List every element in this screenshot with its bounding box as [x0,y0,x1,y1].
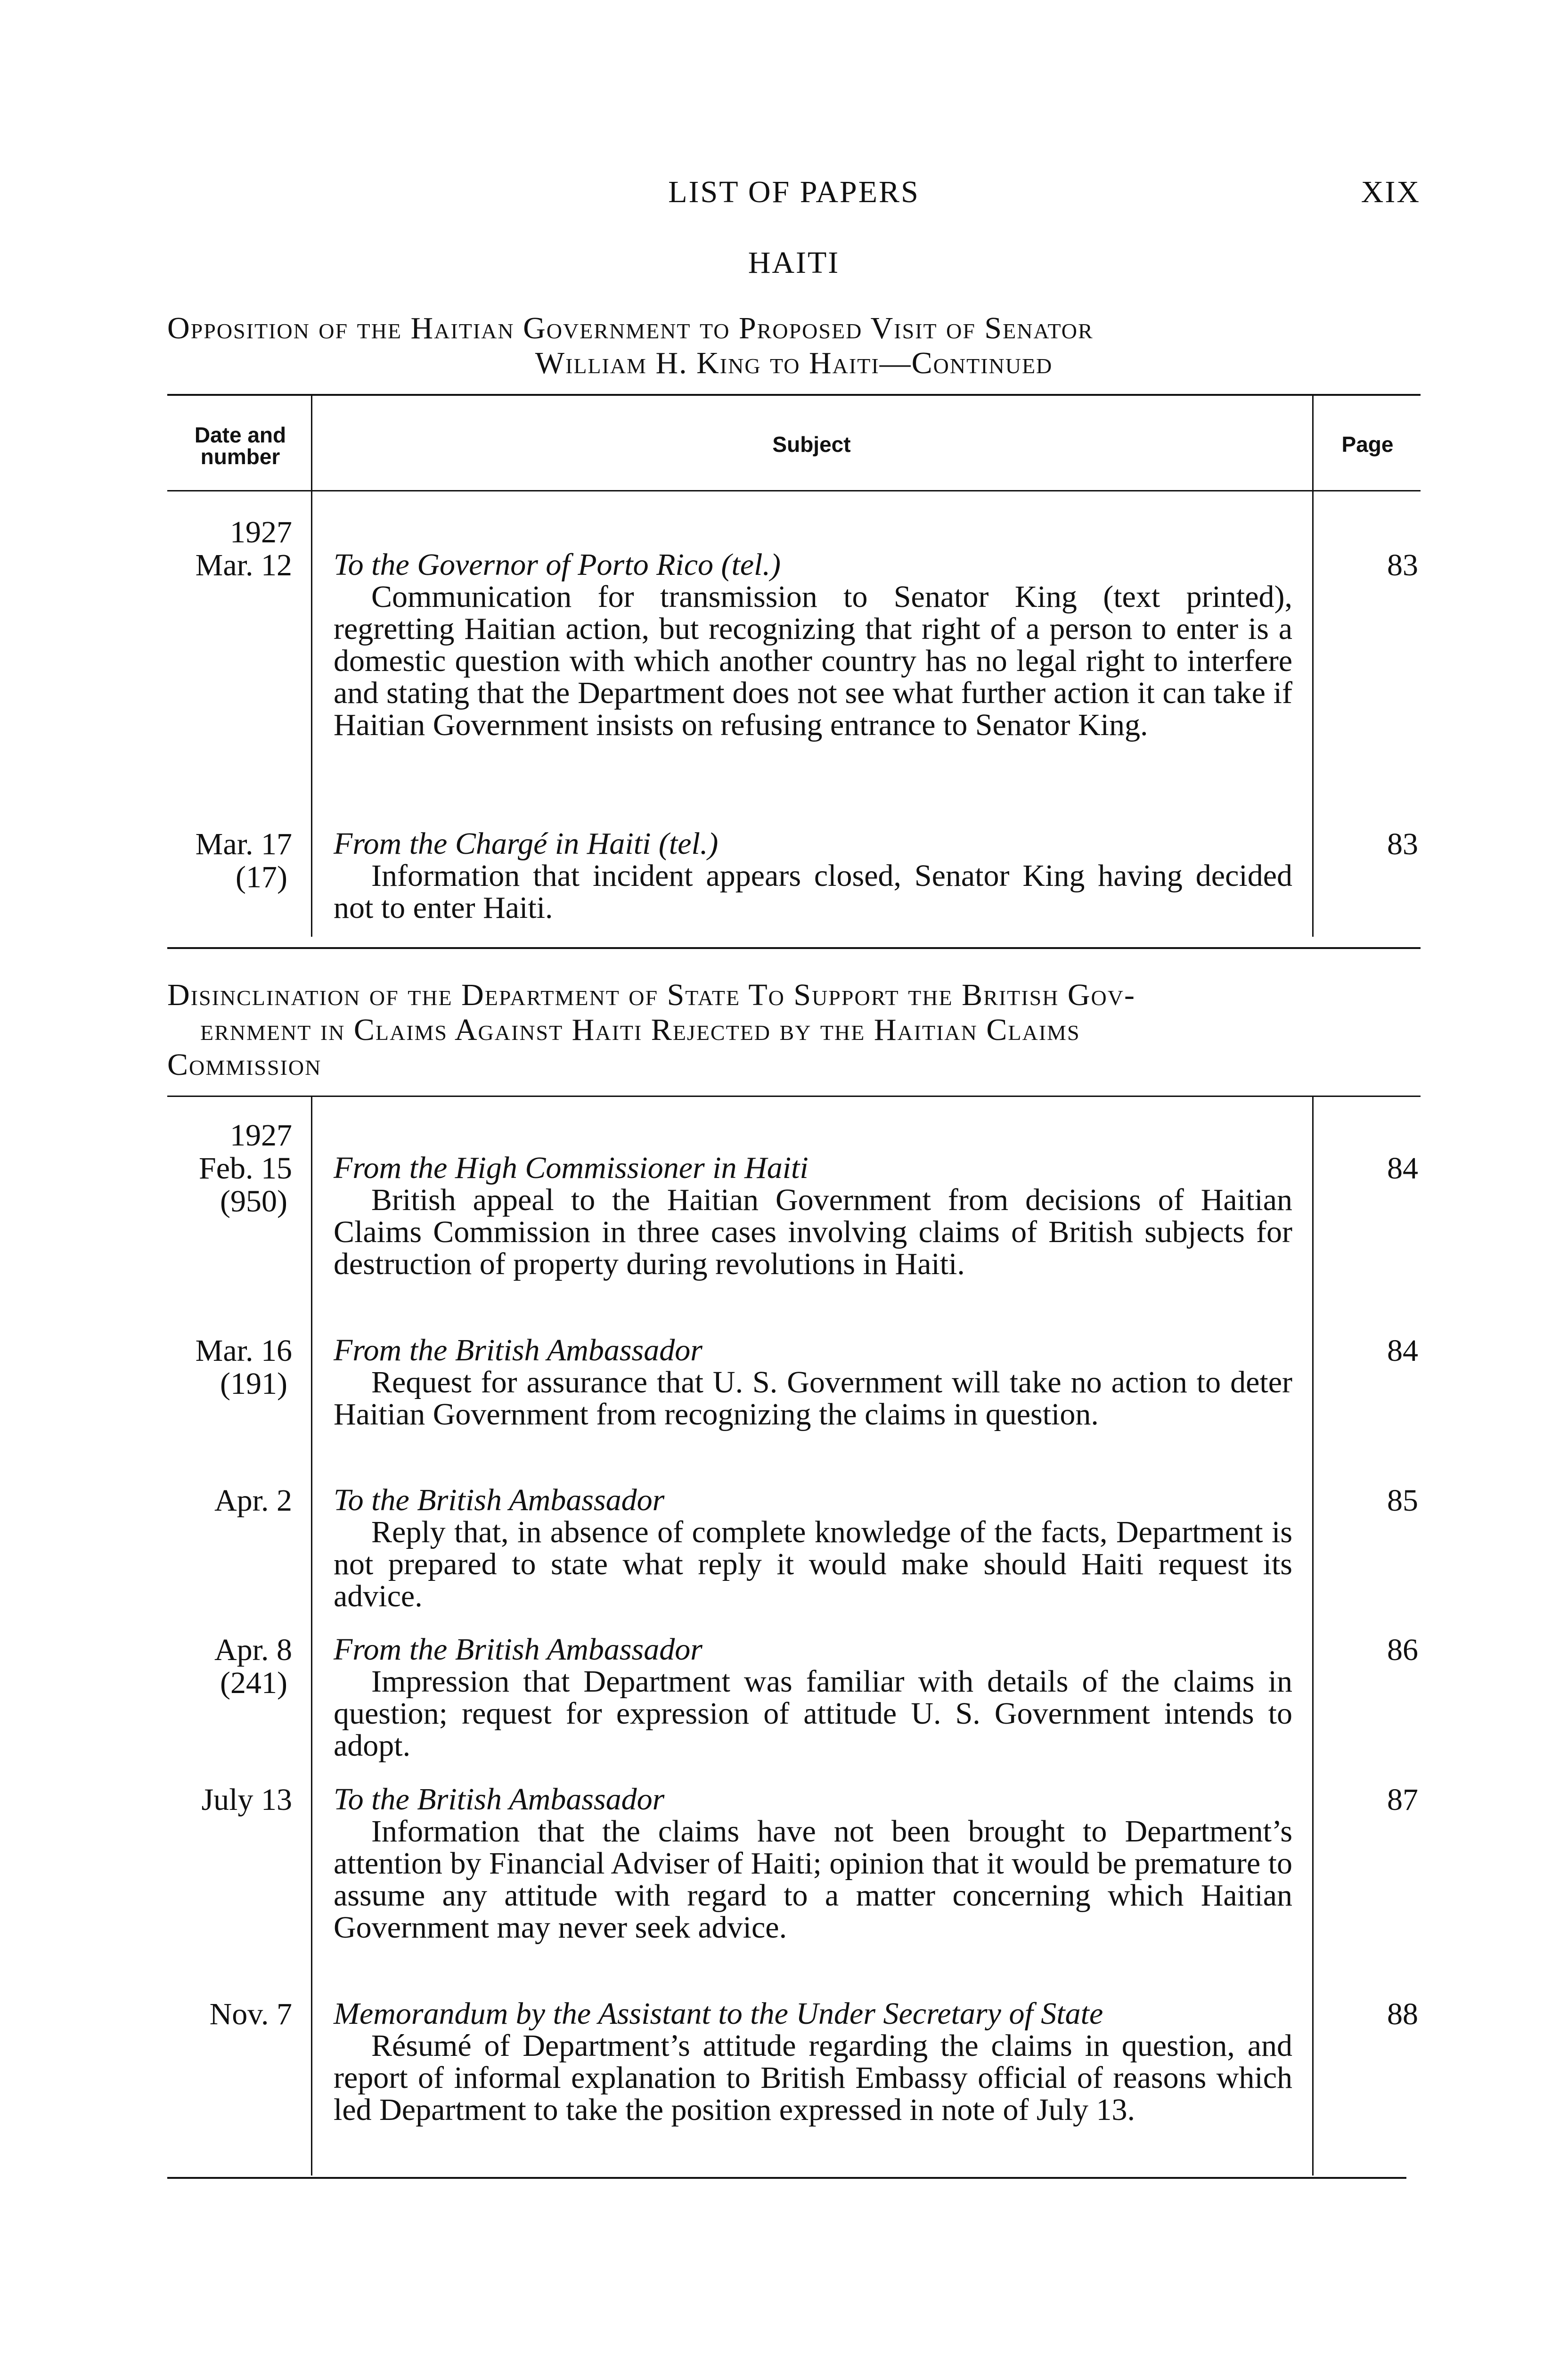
entry-from: To the Governor of Porto Rico (tel.) [334,548,781,582]
entry-number: (191) [220,1366,287,1401]
entry-description: Request for assurance that U. S. Government will take no action to deter Haitian Government from recognizing the claims in question. [334,1365,1292,1432]
entry-date-value: Mar. 16 [195,1333,292,1368]
entry-description: Communication for transmission to Senator King (text printed), regretting Haitian action, but recognizing that right of a person to enter is a domestic question with which another country has no legal right to interfere and stating that the Department does not see what further action it can take if Haitian Government insists on refusing entrance to Senator King. [334,580,1292,742]
entry-subject [334,549,1292,741]
entry-description: Résumé of Department’s attitude regarding the claims in question, and report of informal explanation to British Embassy official of reasons which led Department to take the position expressed in note of July 13. [334,2029,1292,2127]
entry-page: 84 [1387,1333,1418,1368]
section-heading-2-line-3: Commission [167,1047,322,1082]
entry-from: From the Chargé in Haiti (tel.) [334,826,719,861]
table-1-top-rule [167,394,1421,396]
entry-year: 1927 [230,1118,292,1153]
entry-subject [334,1152,1292,1280]
entry-date [160,1998,292,2031]
entry-date-value: Apr. 8 [214,1633,292,1667]
entry-subject [334,828,1292,924]
section-heading-2-line-2: ernment in Claims Against Haiti Rejected by the Haitian Claims [200,1013,1080,1047]
entry-from: Memorandum by the Assistant to the Under Secretary of State [334,1996,1103,2031]
entry-page: 85 [1387,1483,1418,1518]
section-heading-1 [167,311,1421,381]
entry-from: To the British Ambassador [334,1782,665,1816]
entry-date-value: Apr. 2 [214,1483,292,1518]
column-header-date-number: Date and number [194,423,286,469]
column-header-subject: Subject [772,432,851,457]
entry-date [160,1634,292,1700]
table-1-header-rule [167,490,1421,491]
column-header-page: Page [1341,432,1394,457]
entry-description: British appeal to the Haitian Government from decisions of Haitian Claims Commission in three cases involving claims of British subjects for destruction of property during revolutions in Haiti. [334,1183,1292,1281]
page-number: XIX [1361,175,1421,209]
entry-date-value: Nov. 7 [209,1997,292,2031]
entry-date-value: Mar. 17 [195,827,292,861]
entry-date [160,1334,292,1400]
entry-date [160,516,292,582]
entry-from: From the High Commissioner in Haiti [334,1151,808,1185]
section-heading-2 [167,978,1421,1082]
entry-page: 86 [1387,1633,1418,1667]
entry-year: 1927 [230,515,292,549]
entry-description: Reply that, in absence of complete knowledge of the facts, Department is not prepared to state what reply it would make should Haiti request its advice. [334,1515,1292,1613]
entry-date [160,1484,292,1517]
entry-description: Information that incident appears closed, Senator King having decided not to enter Haiti. [334,859,1292,925]
section-heading-2-line-1: Disinclination of the Department of State To Support the British Gov- [167,978,1135,1012]
running-head [167,174,1421,217]
entry-date-value: July 13 [201,1783,292,1817]
section-heading-1-line-1: Opposition of the Haitian Government to Proposed Visit of Senator [167,311,1094,345]
entry-page: 83 [1387,548,1418,582]
table-2-divider-right [1312,1096,1314,2176]
table-2-top-rule [167,1096,1421,1097]
entry-description: Information that the claims have not been brought to Department’s attention by Financial Adviser of Haiti; opinion that it would be premature to assume any attitude with regard to a matter concerning which Haitian Government may never seek advice. [334,1814,1292,1945]
entry-number: (950) [220,1184,287,1219]
entry-subject [334,1998,1292,2126]
entry-from: From the British Ambassador [334,1333,702,1367]
entry-subject [334,1783,1292,1944]
table-2-divider-left [311,1096,312,2176]
entry-date [160,1783,292,1816]
entry-page: 83 [1387,827,1418,861]
entry-subject [334,1484,1292,1612]
table-1-divider-left [311,395,312,937]
entry-date-value: Feb. 15 [199,1151,292,1186]
country-title: HAITI [748,245,840,280]
entry-page: 88 [1387,1997,1418,2031]
entry-page: 87 [1387,1783,1418,1817]
entry-subject [334,1334,1292,1431]
table-1-bottom-rule [167,947,1421,949]
entry-page: 84 [1387,1151,1418,1186]
entry-number: (241) [220,1666,287,1700]
entry-subject [334,1634,1292,1762]
entry-from: To the British Ambassador [334,1483,665,1517]
entry-date [160,828,292,894]
entry-date [160,1119,292,1218]
entry-from: From the British Ambassador [334,1632,702,1667]
entry-date-value: Mar. 12 [195,548,292,582]
entry-number: (17) [236,860,287,894]
section-heading-1-line-2: William H. King to Haiti—Continued [535,346,1053,380]
entry-description: Impression that Department was familiar with details of the claims in question; request for expression of attitude U. S. Government intends to adopt. [334,1664,1292,1763]
table-1-divider-right [1312,395,1314,937]
table-2-bottom-rule [167,2177,1406,2179]
running-title: LIST OF PAPERS [668,175,920,209]
